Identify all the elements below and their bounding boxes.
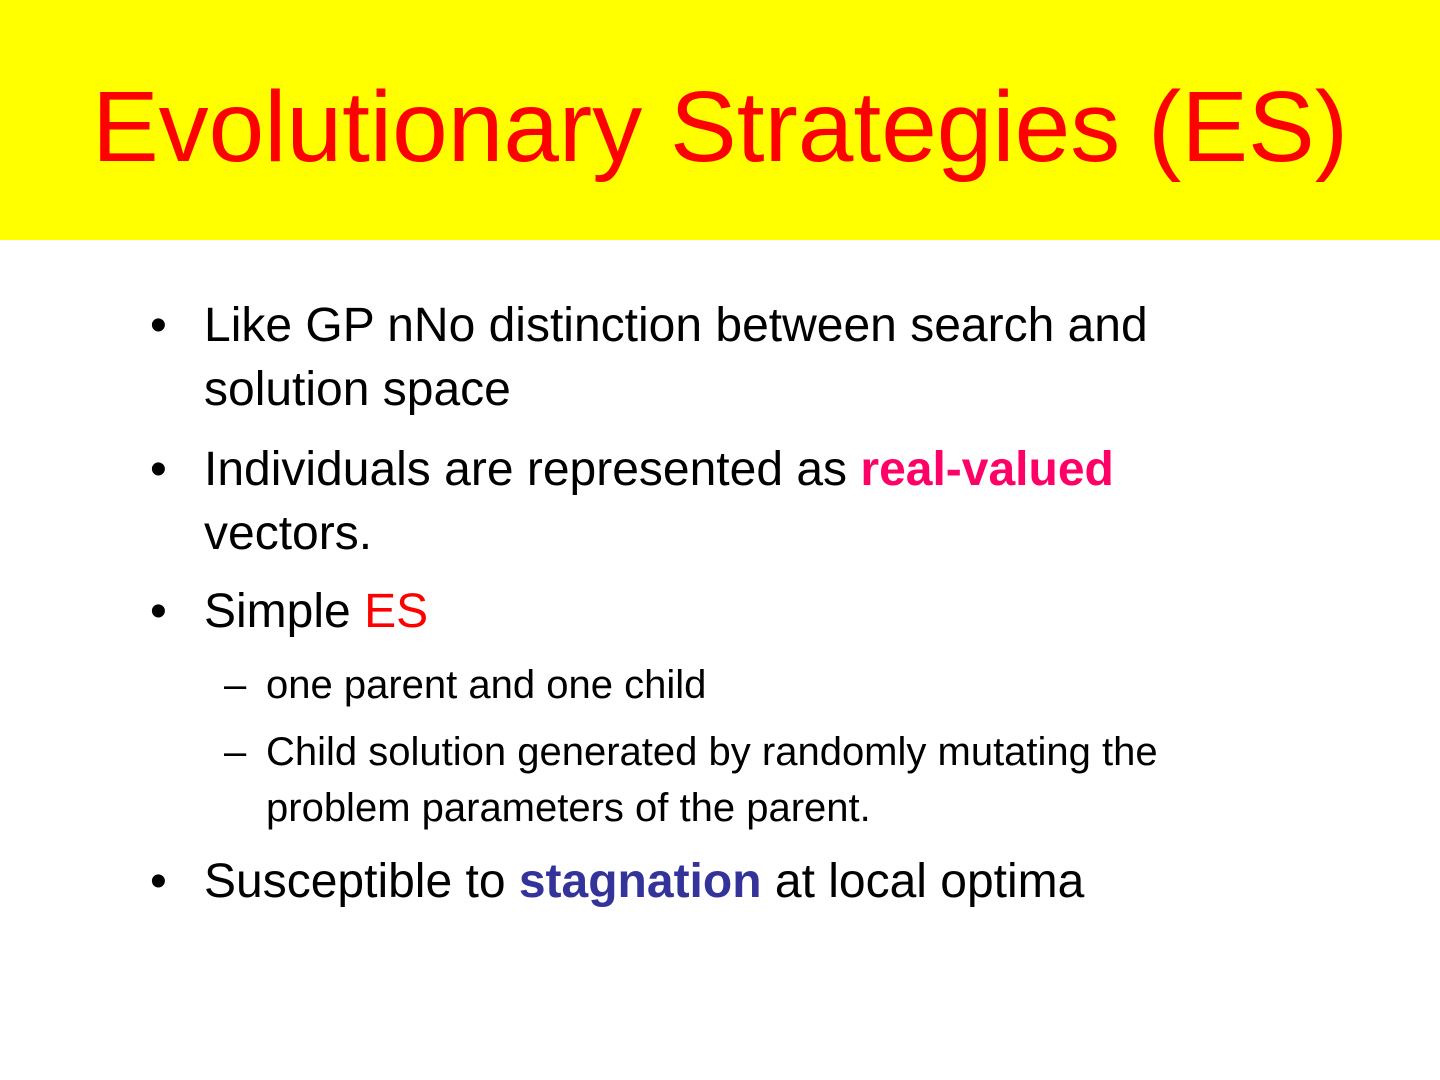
bullet-glyph: • [150, 585, 167, 638]
dash-glyph: – [224, 730, 247, 774]
dash-glyph: – [224, 663, 247, 707]
bullet-item-4-pre: Susceptible to [204, 855, 519, 908]
bullet-glyph: • [150, 443, 167, 496]
bullet-item-3 [204, 580, 1324, 644]
slide-title: Evolutionary Strategies (ES) [91, 71, 1349, 183]
bullet-item-2-text: Individuals are represented as [204, 443, 861, 496]
highlight-real-valued: real-valued [860, 443, 1114, 496]
highlight-stagnation: stagnation [518, 855, 762, 908]
highlight-es: ES [364, 585, 429, 638]
bullet-item-4 [204, 850, 1324, 914]
bullet-item-4-post: at local optima [761, 855, 1085, 908]
bullet-item-1-line2: solution space [204, 363, 511, 416]
bullet-glyph: • [150, 299, 167, 352]
bullet-item-2-line2: vectors. [204, 507, 373, 560]
sub-item-2-line1: Child solution generated by randomly mutating the [266, 730, 1158, 774]
bullet-item-2-line1 [204, 438, 1324, 502]
sub-item-2-line2: problem parameters of the parent. [266, 786, 871, 830]
bullet-item-1 [204, 294, 1324, 422]
sub-item-2 [266, 724, 1366, 836]
bullet-item-2 [204, 438, 1324, 566]
bullet-item-1-line1: Like GP nNo distinction between search and [204, 299, 1148, 352]
bullet-glyph: • [150, 855, 167, 908]
bullet-item-3-text: Simple [204, 585, 365, 638]
sub-item-1: one parent and one child [266, 663, 707, 707]
